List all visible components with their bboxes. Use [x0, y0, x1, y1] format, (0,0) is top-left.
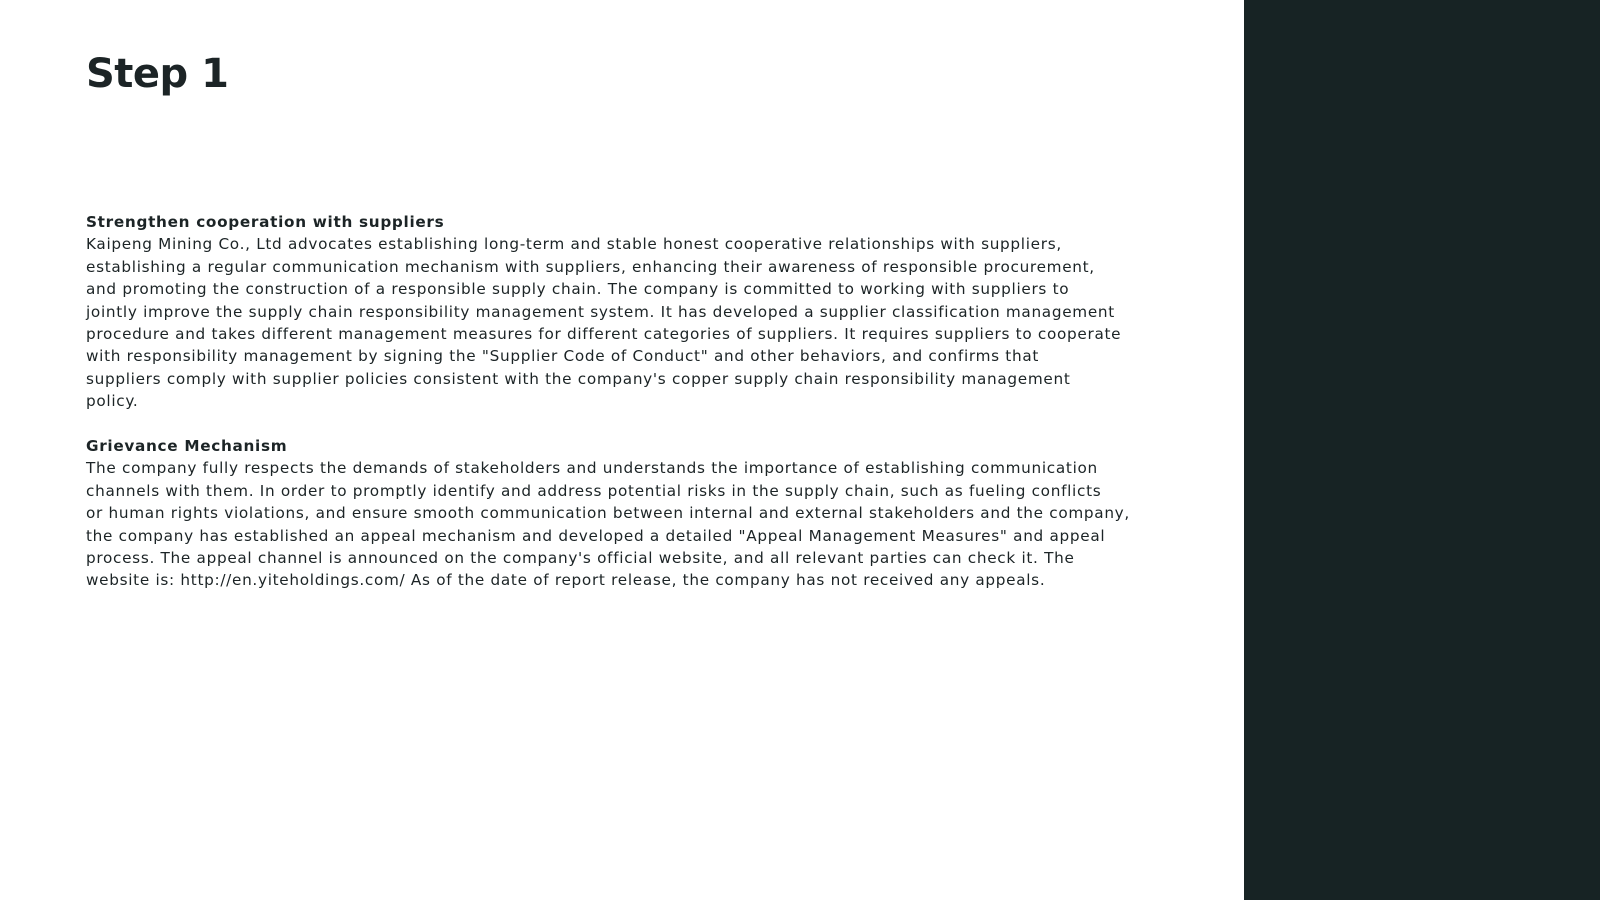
body-text-line: channels with them. In order to promptly identify and address potential risks in the supply chain, such as fueling conflicts: [86, 481, 1102, 500]
body-text-line: process. The appeal channel is announced on the company's official website, and all relevant parties can check it. The: [86, 549, 1075, 568]
dark-side-panel: [1244, 0, 1600, 900]
body-text-line: establishing a regular communication mechanism with suppliers, enhancing their awareness of responsible procurement,: [86, 257, 1095, 276]
body-text-line: Kaipeng Mining Co., Ltd advocates establishing long-term and stable honest cooperative relationships with suppliers,: [86, 235, 1062, 254]
body-text-line: jointly improve the supply chain responsibility management system. It has developed a supplier classification management: [86, 302, 1115, 321]
body-text-line: website is: http://en.yiteholdings.com/ As of the date of report release, the company has not received any appeals.: [86, 571, 1046, 590]
body-text-line: or human rights violations, and ensure smooth communication between internal and external stakeholders and the company,: [86, 504, 1130, 523]
section-heading: Strengthen cooperation with suppliers: [86, 213, 445, 231]
section-heading: Grievance Mechanism: [86, 437, 288, 456]
body-text-line: with responsibility management by signing the "Supplier Code of Conduct" and other behaviors, and confirms that: [86, 347, 1040, 366]
section-supplier-cooperation: [86, 211, 1246, 413]
section-grievance-mechanism: [86, 435, 1246, 592]
body-text-line: suppliers comply with supplier policies consistent with the company's copper supply chain responsibility management: [86, 369, 1071, 388]
body-text-line: The company fully respects the demands of stakeholders and understands the importance of establishing communication: [86, 459, 1098, 478]
section-body: [86, 457, 1246, 591]
body-text-line: the company has established an appeal mechanism and developed a detailed "Appeal Management Measures" and appeal: [86, 526, 1106, 545]
body-text-line: policy.: [86, 392, 139, 411]
page-title: Step 1: [86, 51, 229, 97]
body-text-line: and promoting the construction of a responsible supply chain. The company is committed to working with suppliers to: [86, 280, 1070, 299]
body-content: [86, 211, 1246, 592]
body-text-line: procedure and takes different management measures for different categories of suppliers. It requires suppliers to cooperate: [86, 325, 1122, 344]
section-body: [86, 233, 1246, 412]
